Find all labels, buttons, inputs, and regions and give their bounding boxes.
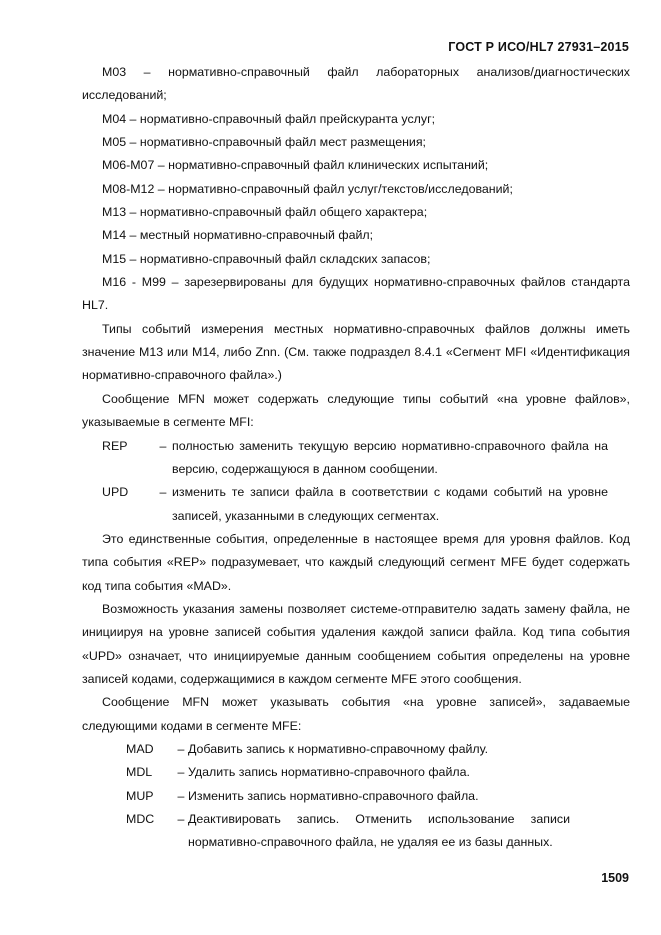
event-dash: – <box>177 741 185 756</box>
event-dash: – <box>159 485 167 500</box>
event-code: MAD <box>126 741 154 756</box>
file-event-item <box>82 435 630 482</box>
paragraph-event-types: Типы событий измерения местных нормативно-справочных файлов должны иметь значение М13 или М14, либо Znn. (См. также подраздел 8.4.1 «Сегмент MFI «Идентификация нормативно-справочного файла».) <box>82 321 630 383</box>
record-events-list <box>82 738 630 855</box>
paragraph-file-level-intro: Сообщение MFN может содержать следующие типы событий «на уровне файлов», указываемые в сегменте MFI: <box>82 391 630 430</box>
event-code: UPD <box>102 485 129 500</box>
paragraph-m15: М15 – нормативно-справочный файл складских запасов; <box>102 251 431 266</box>
paragraph-replace-option: Возможность указания замены позволяет системе-отправителю задать замену файла, не инициируя на уровне записей события удаления каждой записи файла. Код типа события «UPD» означает, что инициируемые данным сообщением события определены на уровне записей кодами, содержащимися в каждом сегменте MFE этого сообщения. <box>82 601 630 686</box>
document-header: ГОСТ Р ИСО/HL7 27931–2015 <box>448 40 629 54</box>
file-event-item <box>82 481 630 528</box>
event-dash: – <box>159 438 167 453</box>
event-code: MDL <box>126 765 153 780</box>
record-event-item <box>82 761 630 784</box>
event-dash: – <box>177 788 185 803</box>
paragraph-only-events: Это единственные события, определенные в настоящее время для уровня файлов. Код типа события «REP» подразумевает, что каждый следующий сегмент MFE будет содержать код типа события «MAD». <box>82 531 630 593</box>
record-event-item <box>82 738 630 761</box>
paragraph-m08-m12: М08-М12 – нормативно-справочный файл услуг/текстов/исследований; <box>102 181 513 196</box>
document-body <box>82 61 630 855</box>
event-description: Деактивировать запись. Отменить использование записи нормативно-справочного файла, не удаляя ее из базы данных. <box>188 812 570 850</box>
event-description: изменить те записи файла в соответствии с кодами событий на уровне записей, указанными в следующих сегментах. <box>172 485 608 523</box>
page-number: 1509 <box>601 871 629 885</box>
record-event-item <box>82 808 630 855</box>
record-event-item <box>82 785 630 808</box>
paragraph-m16-m99: М16 - М99 – зарезервированы для будущих нормативно-справочных файлов стандарта HL7. <box>82 275 630 313</box>
event-dash: – <box>177 765 185 780</box>
event-code: MUP <box>126 788 154 803</box>
event-dash: – <box>177 812 185 826</box>
event-code: MDC <box>126 812 155 826</box>
paragraph-m05: М05 – нормативно-справочный файл мест размещения; <box>102 135 426 150</box>
paragraph-m03: М03 – нормативно-справочный файл лабораторных анализов/диагностических исследований; <box>82 65 630 103</box>
event-description: Удалить запись нормативно-справочного файла. <box>188 765 470 780</box>
file-events-list <box>82 435 630 528</box>
event-code: REP <box>102 438 128 453</box>
paragraph-m13: М13 – нормативно-справочный файл общего характера; <box>102 205 428 220</box>
event-description: Изменить запись нормативно-справочного файла. <box>188 788 479 803</box>
paragraph-record-level-intro: Сообщение MFN может указывать события «на уровне записей», задаваемые следующими кодами в сегменте MFE: <box>82 695 630 733</box>
paragraph-m04: М04 – нормативно-справочный файл прейскуранта услуг; <box>102 111 436 126</box>
event-description: Добавить запись к нормативно-справочному файлу. <box>188 741 489 756</box>
paragraph-m14: М14 – местный нормативно-справочный файл; <box>102 228 374 243</box>
paragraph-m06-m07: М06-М07 – нормативно-справочный файл клинических испытаний; <box>102 158 489 173</box>
event-description: полностью заменить текущую версию нормативно-справочного файла на версию, содержащуюся в данном сообщении. <box>172 438 608 476</box>
